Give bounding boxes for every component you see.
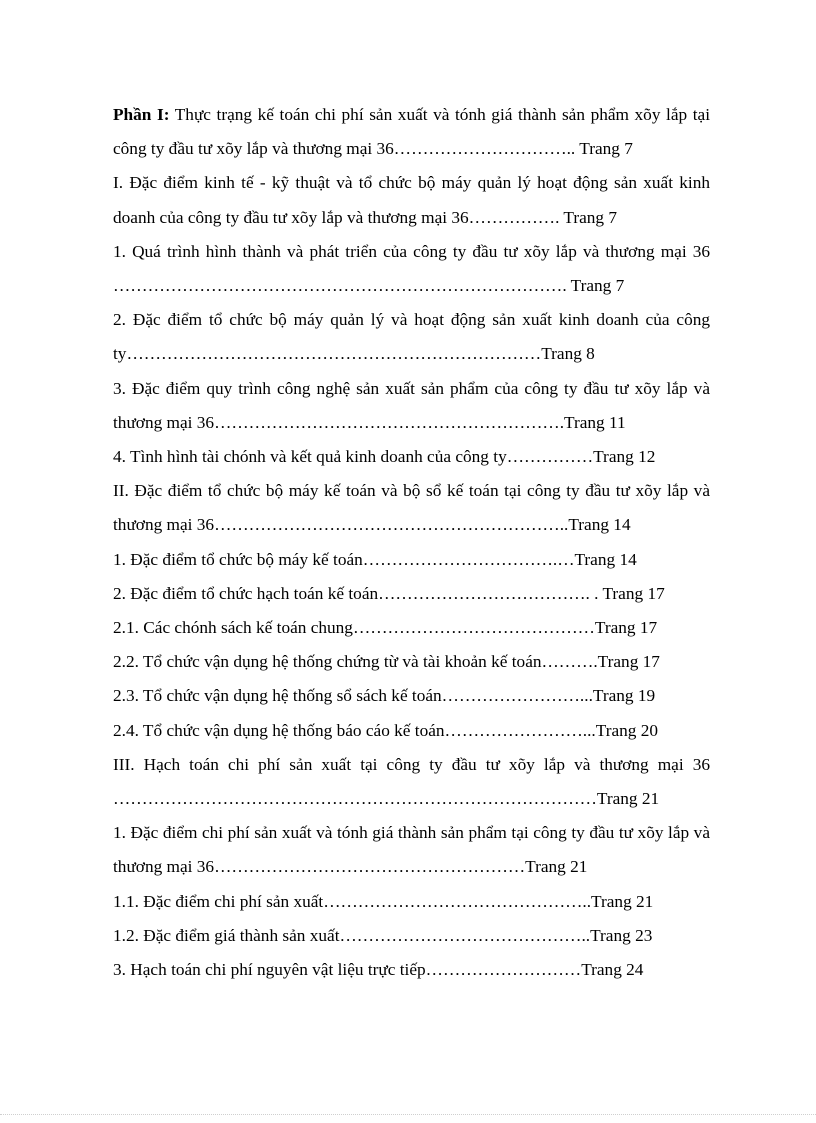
toc-entry-I-1[interactable]: 1. Quá trình hình thành và phát triển của công ty đầu tư xõy lắp và thương mại 36 ……………………………………………………………………. Trang 7: [113, 241, 710, 296]
page-bottom-divider: [0, 1114, 816, 1115]
toc-entry-II-2-4[interactable]: 2.4. Tổ chức vận dụng hệ thống báo cáo kế toán……………………...Trang 20: [113, 720, 659, 740]
toc-entry-II-2-2[interactable]: 2.2. Tổ chức vận dụng hệ thống chứng từ và tài khoản kế toán……….Trang 17: [113, 652, 660, 672]
toc-entry-III-1-1[interactable]: 1.1. Đặc điểm chi phí sản xuất………………………………………..Trang 21: [113, 891, 654, 911]
toc-entry-I-2[interactable]: 2. Đặc điểm tổ chức bộ máy quản lý và hoạt động sản xuất kinh doanh của công ty………………………………………………………………Trang 8: [113, 310, 710, 364]
toc-entry-III-1[interactable]: 1. Đặc điểm chi phí sản xuất và tónh giá thành sản phẩm tại công ty đầu tư xõy lắp và thương mại 36………………………………………………Trang 21: [113, 823, 710, 877]
toc-entry-II-2-1[interactable]: 2.1. Các chónh sách kế toán chung……………………………………Trang 17: [113, 618, 658, 638]
part-label: Phần I:: [113, 105, 170, 124]
table-of-contents: [113, 98, 710, 987]
toc-entry-section-III[interactable]: III. Hạch toán chi phí sản xuất tại công ty đầu tư xõy lắp và thương mại 36 …………………………………………………………………………Trang 21: [113, 754, 710, 809]
toc-entry-section-II[interactable]: II. Đặc điểm tổ chức bộ máy kế toán và bộ sổ kế toán tại công ty đầu tư xõy lắp và thương mại 36……………………………………………………..Trang 14: [113, 481, 710, 535]
toc-entry-II-2[interactable]: 2. Đặc điểm tổ chức hạch toán kế toán………………………………. . Trang 17: [113, 583, 665, 603]
toc-entry-part-1[interactable]: [113, 98, 710, 166]
toc-entry-III-3[interactable]: 3. Hạch toán chi phí nguyên vật liệu trực tiếp………………………Trang 24: [113, 960, 644, 980]
toc-entry-section-I[interactable]: I. Đặc điểm kinh tế - kỹ thuật và tổ chức bộ máy quản lý hoạt động sản xuất kinh doanh của công ty đầu tư xõy lắp và thương mại 36……………. Trang 7: [113, 173, 710, 227]
toc-entry-II-2-3[interactable]: 2.3. Tổ chức vận dụng hệ thống sổ sách kế toán……………………...Trang 19: [113, 686, 656, 706]
toc-entry-text: Thực trạng kế toán chi phí sản xuất và tónh giá thành sản phẩm xõy lắp tại công ty đầu tư xõy lắp và thương mại 36………………………….. Trang 7: [113, 105, 710, 159]
toc-entry-III-1-2[interactable]: 1.2. Đặc điểm giá thành sản xuất……………………………………..Trang 23: [113, 925, 653, 945]
toc-entry-II-1[interactable]: 1. Đặc điểm tổ chức bộ máy kế toán…………………………….…Trang 14: [113, 549, 637, 569]
toc-entry-I-3[interactable]: 3. Đặc điểm quy trình công nghệ sản xuất sản phẩm của công ty đầu tư xõy lắp và thương mại 36…………………………………………………….Trang 11: [113, 378, 710, 432]
toc-entry-I-4[interactable]: 4. Tình hình tài chónh và kết quả kinh doanh của công ty……………Trang 12: [113, 447, 656, 467]
